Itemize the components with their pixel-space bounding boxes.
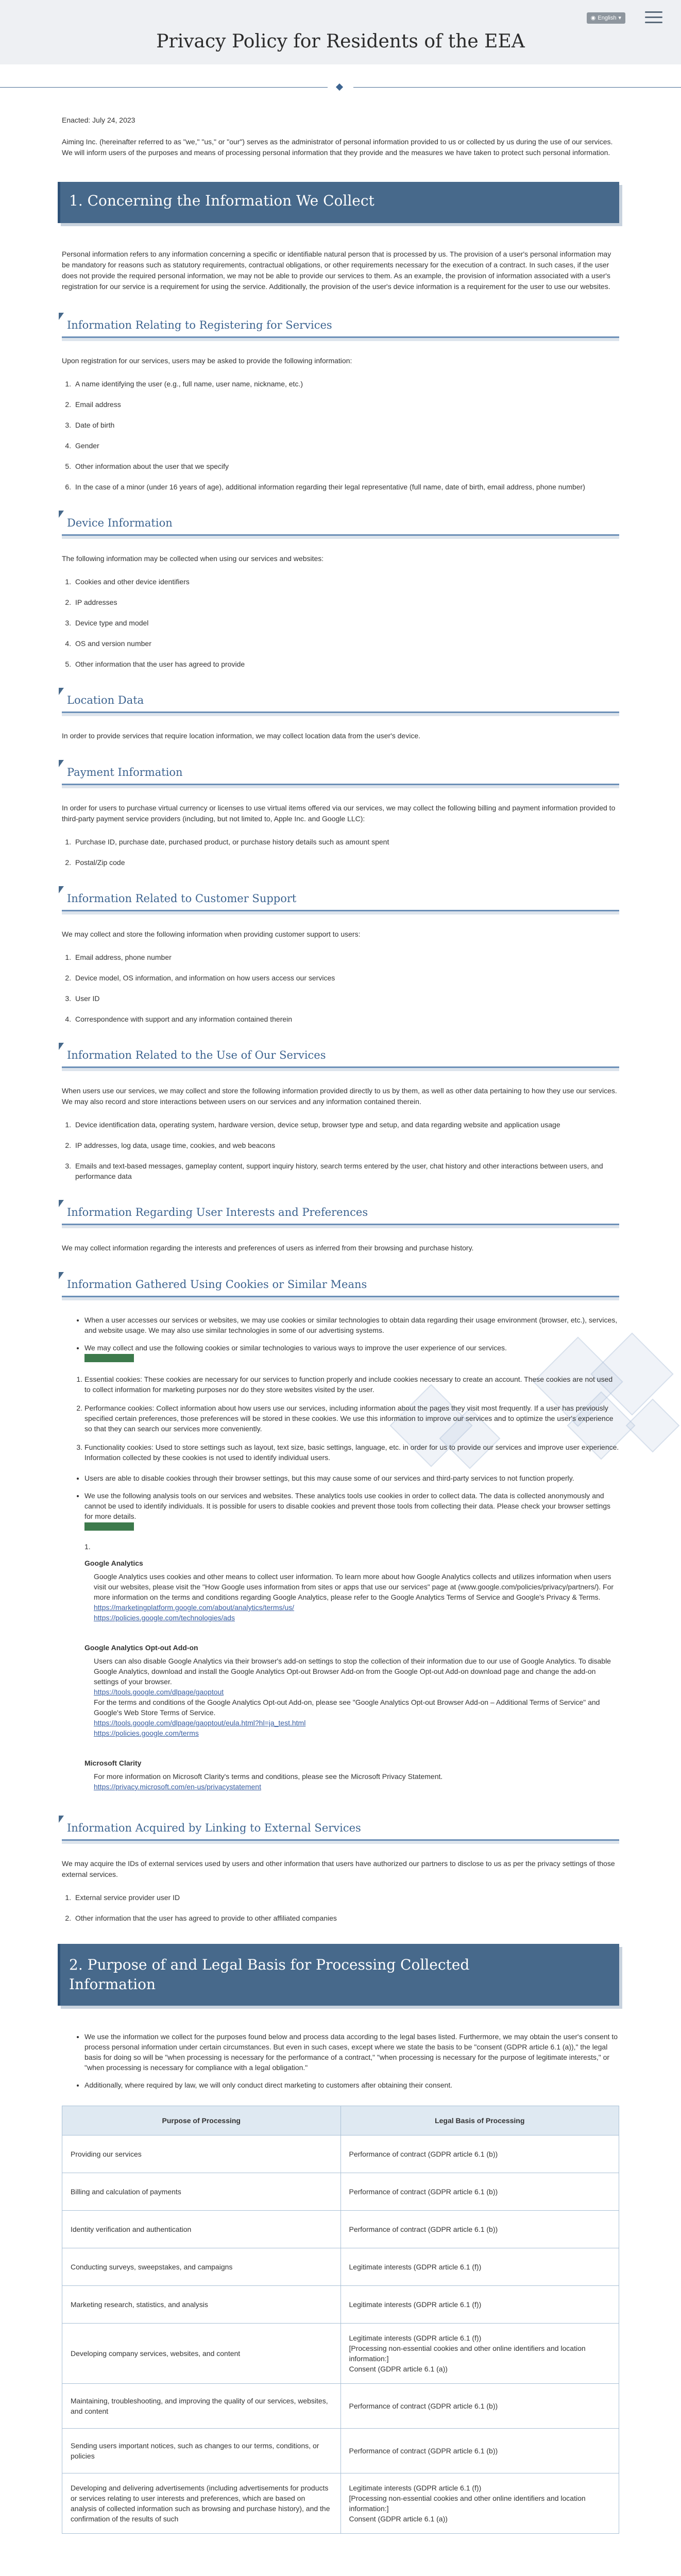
- purpose-cell: Providing our services: [62, 2136, 341, 2173]
- external-heading: Information Acquired by Linking to External Services: [62, 1818, 619, 1841]
- list-item: 2. Device model, OS information, and information on how users access our services: [73, 973, 619, 983]
- tool-name: Google Analytics: [84, 1559, 143, 1567]
- tool-link[interactable]: https://tools.google.com/dlpage/gaoptout/eula.html?hl=ja_test.html: [94, 1719, 306, 1727]
- cookie-types-list: [62, 1374, 619, 1463]
- list-item: 3. Device type and model: [73, 618, 619, 628]
- policy-content: [62, 116, 619, 2534]
- tool-link[interactable]: https://tools.google.com/dlpage/gaoptout: [94, 1688, 224, 1696]
- list-item: 4. Correspondence with support and any information contained therein: [73, 1014, 619, 1024]
- location-lead: In order to provide services that require location information, we may collect location data from the user's device.: [62, 732, 421, 740]
- tool-description: Users can also disable Google Analytics via their browser's add-on settings to stop the collection of their information due to our use of Google Analytics. To disable Google Analytics, download and install the Google Analytics Opt-out Browser Add-on from the Google Opt-out Add-on download page and change the add-on settings of your browser.: [94, 1657, 611, 1686]
- legal-basis-cell: Legitimate interests (GDPR article 6.1 (f)): [340, 2286, 619, 2324]
- list-item: 6. In the case of a minor (under 16 years of age), additional information regarding their legal representative (full name, date of birth, email address, phone number): [73, 482, 619, 492]
- legal-basis-cell: Performance of contract (GDPR article 6.1 (b)): [340, 2384, 619, 2429]
- cookies-bullets-a: [62, 1315, 619, 1365]
- list-item: 1. Device identification data, operating system, hardware version, device setup, browser type and setup, and data regarding website and application usage: [73, 1120, 619, 1130]
- support-heading: Information Related to Customer Support: [62, 888, 619, 911]
- payment-lead: In order for users to purchase virtual currency or licenses to use virtual items offered via our services, we may collect the following billing and payment information provided to third-party payment service providers (including, but not limited to, Apple Inc. and Google LLC):: [62, 804, 616, 823]
- table-row: [62, 2211, 619, 2248]
- list-item: • Additionally, where required by law, we will only conduct direct marketing to customers after obtaining their consent.: [84, 2080, 619, 2090]
- table-row: [62, 2286, 619, 2324]
- legal-basis-cell: Performance of contract (GDPR article 6.1 (b)): [340, 2429, 619, 2473]
- tool-link[interactable]: https://marketingplatform.google.com/about/analytics/terms/us/: [94, 1603, 295, 1612]
- list-item: 1. Essential cookies: These cookies are necessary for our services to function properly and include cookies necessary to create an account. These cookies are not used to collect information for marketing purposes nor do they store websites visited by the user.: [84, 1374, 619, 1395]
- device-list: [62, 577, 619, 669]
- analytics-badge: [84, 1522, 134, 1531]
- list-item: 5. Other information about the user that we specify: [73, 461, 619, 471]
- payment-heading: Payment Information: [62, 762, 619, 785]
- support-lead: We may collect and store the following information when providing customer support to users:: [62, 930, 361, 938]
- device-lead: The following information may be collected when using our services and websites:: [62, 554, 324, 563]
- location-heading: Location Data: [62, 690, 619, 713]
- list-item: 4. Gender: [73, 440, 619, 451]
- tool-description: For the terms and conditions of the Google Analytics Opt-out Add-on, please see "Google Analytics Opt-out Browser Add-on – Additional Terms of Service" and Google's Web Store Terms of Service.: [94, 1698, 600, 1717]
- service-use-lead: When users use our services, we may collect and store the following information provided directly to us by them, as well as other data pertaining to how they use our services. We may also record and store interactions between users on our services and any information contained therein.: [62, 1087, 617, 1106]
- tool-link[interactable]: https://policies.google.com/technologies/ads: [94, 1614, 235, 1622]
- external-list: [62, 1892, 619, 1923]
- registration-lead: Upon registration for our services, users may be asked to provide the following information:: [62, 357, 352, 365]
- list-item: 2. IP addresses, log data, usage time, cookies, and web beacons: [73, 1140, 619, 1150]
- registration-heading: Information Relating to Registering for Services: [62, 315, 619, 338]
- legal-basis-cell: Performance of contract (GDPR article 6.1 (b)): [340, 2173, 619, 2211]
- cookie-category-badge: [84, 1354, 134, 1362]
- title-divider: [0, 84, 681, 91]
- list-item: • We use the following analysis tools on our services and websites. These analytics tools use cookies in order to collect data. The data is collected anonymously and cannot be used to identify individuals. It is possible for users to disable cookies and prevent those tools from collecting their data. Please check your browser settings for more details.: [84, 1490, 619, 1533]
- purpose-cell: Marketing research, statistics, and analysis: [62, 2286, 341, 2324]
- list-item: • We use the information we collect for the purposes found below and process data according to the legal bases listed. Furthermore, we may obtain the user's consent to process personal information under certain circumstances. But even in such cases, except where we state the basis to be "consent (GDPR article 6.1 (a))," the legal basis for doing so will be "when processing is necessary for the performance of a contract," "when processing is necessary for the purpose of legitimate interests," or "when processing is necessary for compliance with a legal obligation.": [84, 2031, 619, 2073]
- intro-paragraph: Aiming Inc. (hereinafter referred to as "we," "us," or "our") serves as the administrator of personal information provided to us or collected by us during the use of our services. We will inform users of the purposes and means of processing personal information that they provide and the measures we have taken to protect such personal information.: [62, 138, 613, 157]
- list-item: 2. Performance cookies: Collect information about how users use our services, including information about the pages they visit most frequently. If a user has previously specified certain preferences, those preferences will be stored in these cookies. We use this information to improve our services and to optimize the user's experience so that they can search our services more conveniently.: [84, 1403, 619, 1434]
- list-item: 2. IP addresses: [73, 597, 619, 607]
- section-2-heading: 2. Purpose of and Legal Basis for Processing Collected Information: [58, 1944, 619, 2006]
- list-item: 3. Date of birth: [73, 420, 619, 430]
- divider-diamond-icon: [336, 83, 343, 91]
- list-item: 3. Functionality cookies: Used to store settings such as layout, text size, basic settings, language, etc. in order for us to provide our services and improve user experience. Information collected by these cookies is not used to identify individual users.: [84, 1442, 619, 1463]
- list-item: • We may collect and use the following cookies or similar technologies to various ways to improve the user experience of our services.: [84, 1343, 619, 1365]
- cookies-heading: Information Gathered Using Cookies or Similar Means: [62, 1274, 619, 1297]
- cookies-bullets-b: [62, 1473, 619, 1533]
- support-list: [62, 952, 619, 1024]
- table-header: Legal Basis of Processing: [340, 2106, 619, 2136]
- list-item: • Users are able to disable cookies through their browser settings, but this may cause some of our services and third-party services to not function properly.: [84, 1473, 619, 1483]
- tool-link[interactable]: https://policies.google.com/terms: [94, 1729, 199, 1737]
- list-item: 3. Emails and text-based messages, gameplay content, support inquiry history, search terms entered by the user, chat history and other interactions between users, and performance data: [73, 1161, 619, 1181]
- external-lead: We may acquire the IDs of external services used by users and other information that users have authorized our partners to disclose to us as per the privacy settings of those external services.: [62, 1859, 615, 1878]
- legal-basis-table: [62, 2106, 619, 2534]
- list-item: 2. Email address: [73, 399, 619, 410]
- globe-icon: ◉: [590, 15, 596, 21]
- list-item: 1. A name identifying the user (e.g., full name, user name, nickname, etc.): [73, 379, 619, 389]
- list-item: 4. OS and version number: [73, 638, 619, 649]
- legal-basis-cell: Performance of contract (GDPR article 6.1 (b)): [340, 2136, 619, 2173]
- device-heading: Device Information: [62, 513, 619, 536]
- section-1-heading: 1. Concerning the Information We Collect: [58, 182, 619, 223]
- table-row: [62, 2473, 619, 2534]
- purpose-cell: Maintaining, troubleshooting, and improving the quality of our services, websites, and content: [62, 2384, 341, 2429]
- enacted-date: Enacted: July 24, 2023: [62, 116, 135, 124]
- tool-ga-optout: [84, 1643, 619, 1738]
- tool-name: Microsoft Clarity: [84, 1759, 142, 1767]
- language-selector[interactable]: [587, 12, 625, 24]
- table-row: [62, 2324, 619, 2384]
- list-item: 1. Cookies and other device identifiers: [73, 577, 619, 587]
- list-item: 1. External service provider user ID: [73, 1892, 619, 1903]
- table-header: Purpose of Processing: [62, 2106, 341, 2136]
- chevron-down-icon: ▾: [618, 15, 621, 21]
- list-item: 1. Email address, phone number: [73, 952, 619, 962]
- purpose-cell: Sending users important notices, such as changes to our terms, conditions, or policies: [62, 2429, 341, 2473]
- purpose-cell: Identity verification and authentication: [62, 2211, 341, 2248]
- header-bar: [0, 0, 681, 64]
- page-title: Privacy Policy for Residents of the EEA: [156, 31, 525, 52]
- interests-lead: We may collect information regarding the interests and preferences of users as inferred from their browsing and purchase history.: [62, 1244, 474, 1252]
- list-item: 2. Postal/Zip code: [73, 857, 619, 868]
- tool-link[interactable]: https://privacy.microsoft.com/en-us/privacystatement: [94, 1783, 261, 1791]
- purpose-cell: Billing and calculation of payments: [62, 2173, 341, 2211]
- list-item: • When a user accesses our services or websites, we may use cookies or similar technologies to obtain data regarding their usage environment (browser, etc.), services, and website usage. We may also use similar technologies in some of our advertising systems.: [84, 1315, 619, 1335]
- service-use-list: [62, 1120, 619, 1181]
- service-use-heading: Information Related to the Use of Our Services: [62, 1045, 619, 1068]
- interests-heading: Information Regarding User Interests and Preferences: [62, 1202, 619, 1225]
- list-item: 3. User ID: [73, 993, 619, 1004]
- tool-google-analytics: 1. Google Analytics Google Analytics uses cookies and other means to collect user information. To learn more about how Google Analytics collects and utilizes information when users visit our websites, please visit the "How Google uses information from sites or apps that use our services" page at (www.google.com/policies/privacy/partners/). For more information on the terms and conditions regarding Google Analytics, please refer to the Google Analytics Terms of Service and Google's Privacy & Terms. https://marketingplatform.google.com/about/analytics/terms/us/ https://policies.google.com/technologies/ads: [84, 1543, 619, 1623]
- language-label: English: [598, 15, 617, 21]
- table-row: [62, 2248, 619, 2286]
- table-row: [62, 2384, 619, 2429]
- legal-basis-cell: Legitimate interests (GDPR article 6.1 (f)): [340, 2248, 619, 2286]
- purpose-cell: Developing company services, websites, and content: [62, 2324, 341, 2384]
- tool-description: For more information on Microsoft Clarity's terms and conditions, please see the Microsoft Privacy Statement.: [94, 1772, 443, 1781]
- tool-name: Google Analytics Opt-out Add-on: [84, 1643, 198, 1652]
- legal-basis-cell: Legitimate interests (GDPR article 6.1 (f)) [Processing non-essential cookies and other online identifiers and location information:] Consent (GDPR article 6.1 (a)): [340, 2473, 619, 2534]
- section-1-body: Personal information refers to any information concerning a specific or identifiable natural person that is processed by us. The provision of a user's personal information may be mandatory for reasons such as statutory requirements, contractual obligations, or other requirements necessary for the execution of a contract. In such cases, if the user does not provide the required personal information, we may not be able to provide our services to them. As an example, the provision of information associated with a user's registration for our service is a requirement for using the service. Additionally, the provision of the user's device information is a requirement for the user to use our websites.: [62, 250, 611, 291]
- list-item: 5. Other information that the user has agreed to provide: [73, 659, 619, 669]
- section-2-bullets: [62, 2031, 619, 2090]
- purpose-cell: Developing and delivering advertisements (including advertisements for products or services relating to user interests and preferences, which are based on analysis of collected information such as browsing and purchase history), and the confirmation of the results of such: [62, 2473, 341, 2534]
- table-row: [62, 2136, 619, 2173]
- list-item: 1. Purchase ID, purchase date, purchased product, or purchase history details such as amount spent: [73, 837, 619, 847]
- tool-description: Google Analytics uses cookies and other means to collect user information. To learn more about how Google Analytics collects and utilizes information when users visit our websites, please visit the "How Google uses information from sites or apps that use our services" page at (www.google.com/policies/privacy/partners/). For more information on the terms and conditions regarding Google Analytics, please refer to the Google Analytics Terms of Service and Google's Privacy & Terms.: [94, 1572, 614, 1601]
- purpose-cell: Conducting surveys, sweepstakes, and campaigns: [62, 2248, 341, 2286]
- hamburger-menu-icon[interactable]: [645, 11, 662, 25]
- payment-list: [62, 837, 619, 868]
- legal-basis-cell: Legitimate interests (GDPR article 6.1 (f)) [Processing non-essential cookies and other online identifiers and location information:] Consent (GDPR article 6.1 (a)): [340, 2324, 619, 2384]
- legal-basis-cell: Performance of contract (GDPR article 6.1 (b)): [340, 2211, 619, 2248]
- registration-list: [62, 379, 619, 492]
- tool-microsoft-clarity: [84, 1759, 619, 1792]
- table-row: [62, 2173, 619, 2211]
- list-item: 2. Other information that the user has agreed to provide to other affiliated companies: [73, 1913, 619, 1923]
- table-row: [62, 2429, 619, 2473]
